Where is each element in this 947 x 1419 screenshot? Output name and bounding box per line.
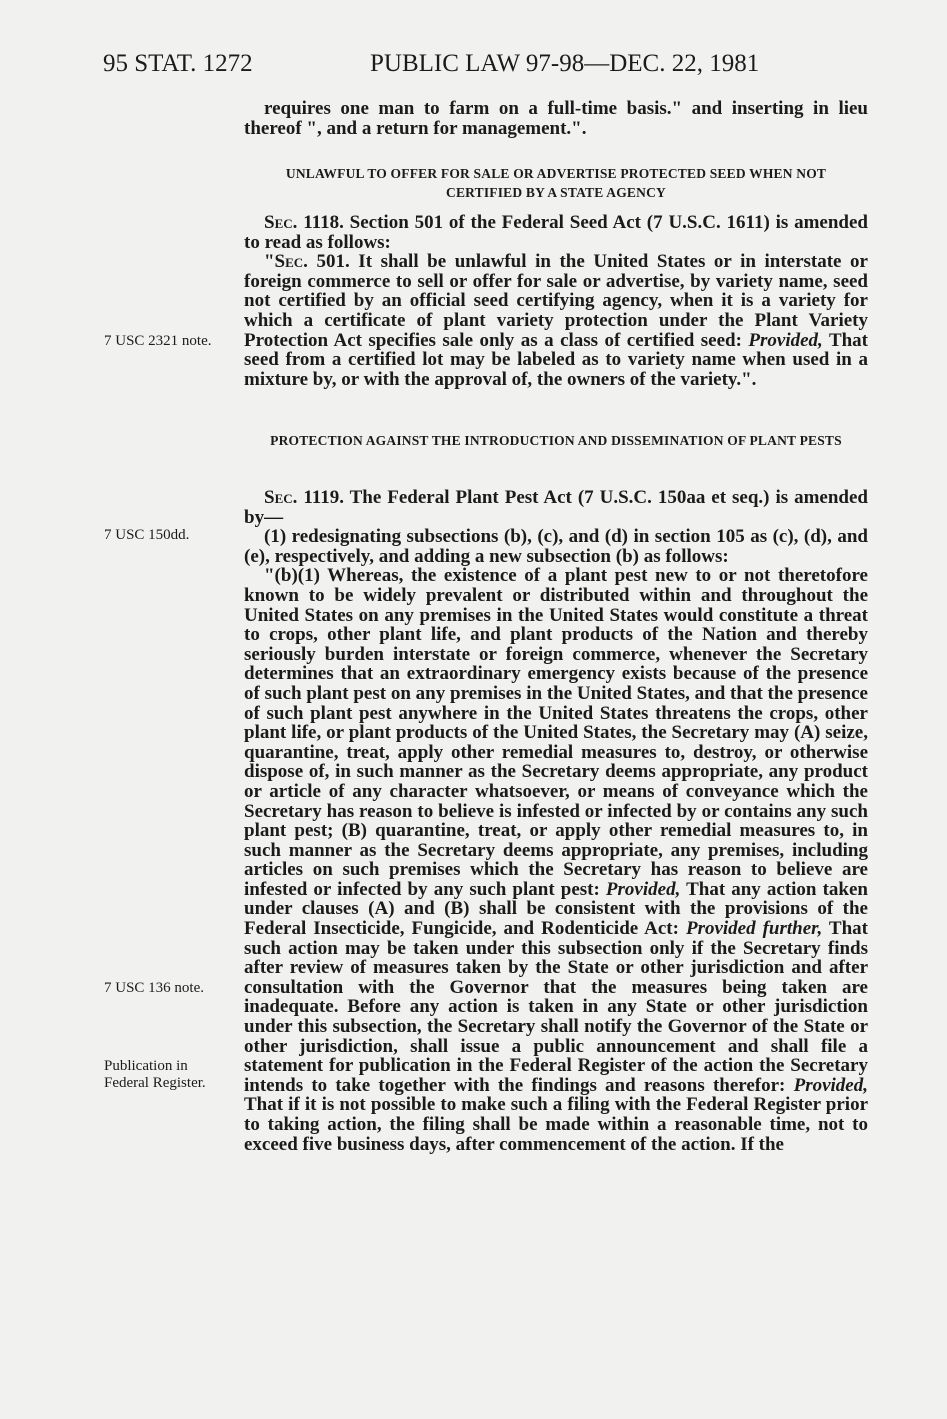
sec-501-rest: That seed from a certified lot may be labeled as to variety name when used in a mixture by, or with the approval of, the owners of the variety.". bbox=[244, 329, 869, 390]
b1-part-2: That any action taken under clauses (A) and (B) shall be consistent with the provisions of the Federal Insecticide, Fungicide, and Rodenticide Act: bbox=[244, 878, 868, 940]
sec-1119-label: Sec. 1119. bbox=[264, 487, 344, 508]
margin-note-7usc150dd: 7 USC 150dd. bbox=[104, 527, 190, 543]
b1-part-3: That such action may be taken under this subsection only if the Secretary finds after review of measures taken by the State or other jurisdiction and after consultation with the Governor that the measures being taken are inadequate. Before any action is taken in any State or other jurisdiction under this subsection, the Secretary shall notify the Governor of the State or other jurisdiction, shall issue a public announcement and shall file a statement for publication in the Federal Register of the action the Secretary intends to take together with the findings and reasons therefor: bbox=[244, 918, 868, 1096]
intro-text: requires one man to farm on a full-time basis." and inserting in lieu thereof ", and a return for management.". bbox=[244, 98, 868, 139]
b1-part-1: "(b)(1) Whereas, the existence of a plant pest new to or not theretofore known to be widely prevalent or distributed within and throughout the United States on any premises in the United States would constitute a threat to crops, other plant life, and plant products of the Nation and thereby seriously burden interstate or foreign commerce, whenever the Secretary determines that an extraordinary emergency exists because of the presence of such plant pest on any premises in the United States, and that the presence of such plant pest anywhere in the United States threatens the crops, other plant life, or plant products of the United States, the Secretary may (A) seize, quarantine, treat, apply other remedial measures to, destroy, or otherwise dispose of, in such manner as the Secretary deems appropriate, any product or article of any character whatsoever, or means of conveyance which the Secretary has reason to believe is infested or infected by or contains any such plant pest; (B) quarantine, treat, or apply other remedial measures to, in such manner as the Secretary deems appropriate, any premises, including articles on such premises which the Secretary has reason to believe are infested or infected by any such plant pest: bbox=[244, 565, 868, 900]
margin-note-federal-register: Publication in Federal Register. bbox=[104, 1058, 206, 1091]
b1-part-4: That if it is not possible to make such a filing with the Federal Register prior to taking action, the filing shall be made within a reasonable time, not to exceed five business days, after commencement of the action. If the bbox=[244, 1094, 868, 1155]
sec-501-provided: Provided, bbox=[748, 329, 823, 351]
sec-1118-paragraph bbox=[244, 213, 868, 252]
sec-501-text: It shall be unlawful in the United States or in interstate or foreign commerce to sell or offer for sale or advertise, by variety name, seed not certified by an official seed certifying agency, when it is a variety for which a certificate of plant variety protection under the Plant Variety Protection Act specifies sale only as a class of certified seed: bbox=[244, 251, 868, 351]
item-1-paragraph: (1) redesignating subsections (b), (c), and (d) in section 105 as (c), (d), and (e), respectively, and adding a new subsection (b) as follows: bbox=[244, 526, 868, 567]
section-1118 bbox=[244, 213, 868, 389]
page-reference: 95 STAT. 1272 bbox=[103, 50, 253, 77]
b1-provided-1: Provided, bbox=[605, 878, 681, 900]
sec-1119-paragraph bbox=[244, 488, 868, 527]
subsection-b1-paragraph bbox=[244, 566, 868, 1154]
margin-note-7usc2321: 7 USC 2321 note. bbox=[104, 333, 212, 349]
section-1119 bbox=[244, 488, 868, 1154]
intro-paragraph bbox=[244, 99, 868, 138]
law-title: PUBLIC LAW 97-98—DEC. 22, 1981 bbox=[370, 50, 760, 77]
section-heading-1119: PROTECTION AGAINST THE INTRODUCTION AND DISSEMINATION OF PLANT PESTS bbox=[270, 433, 842, 448]
sec-1118-label: Sec. 1118. bbox=[264, 212, 344, 233]
sec-1119-text: The Federal Plant Pest Act (7 U.S.C. 150aa et seq.) is amended by— bbox=[244, 487, 868, 528]
sec-501-label: "Sec. 501. bbox=[264, 251, 350, 273]
b1-provided-3: Provided, bbox=[793, 1074, 868, 1096]
b1-provided-2: Provided further, bbox=[685, 918, 823, 940]
sec-501-paragraph bbox=[244, 252, 868, 389]
sec-1118-text: Section 501 of the Federal Seed Act (7 U.S.C. 1611) is amended to read as follows: bbox=[244, 212, 868, 253]
section-heading-1118: UNLAWFUL TO OFFER FOR SALE OR ADVERTISE PROTECTED SEED WHEN NOT CERTIFIED BY A STATE AGENCY bbox=[285, 166, 827, 200]
margin-note-7usc136: 7 USC 136 note. bbox=[104, 980, 205, 996]
